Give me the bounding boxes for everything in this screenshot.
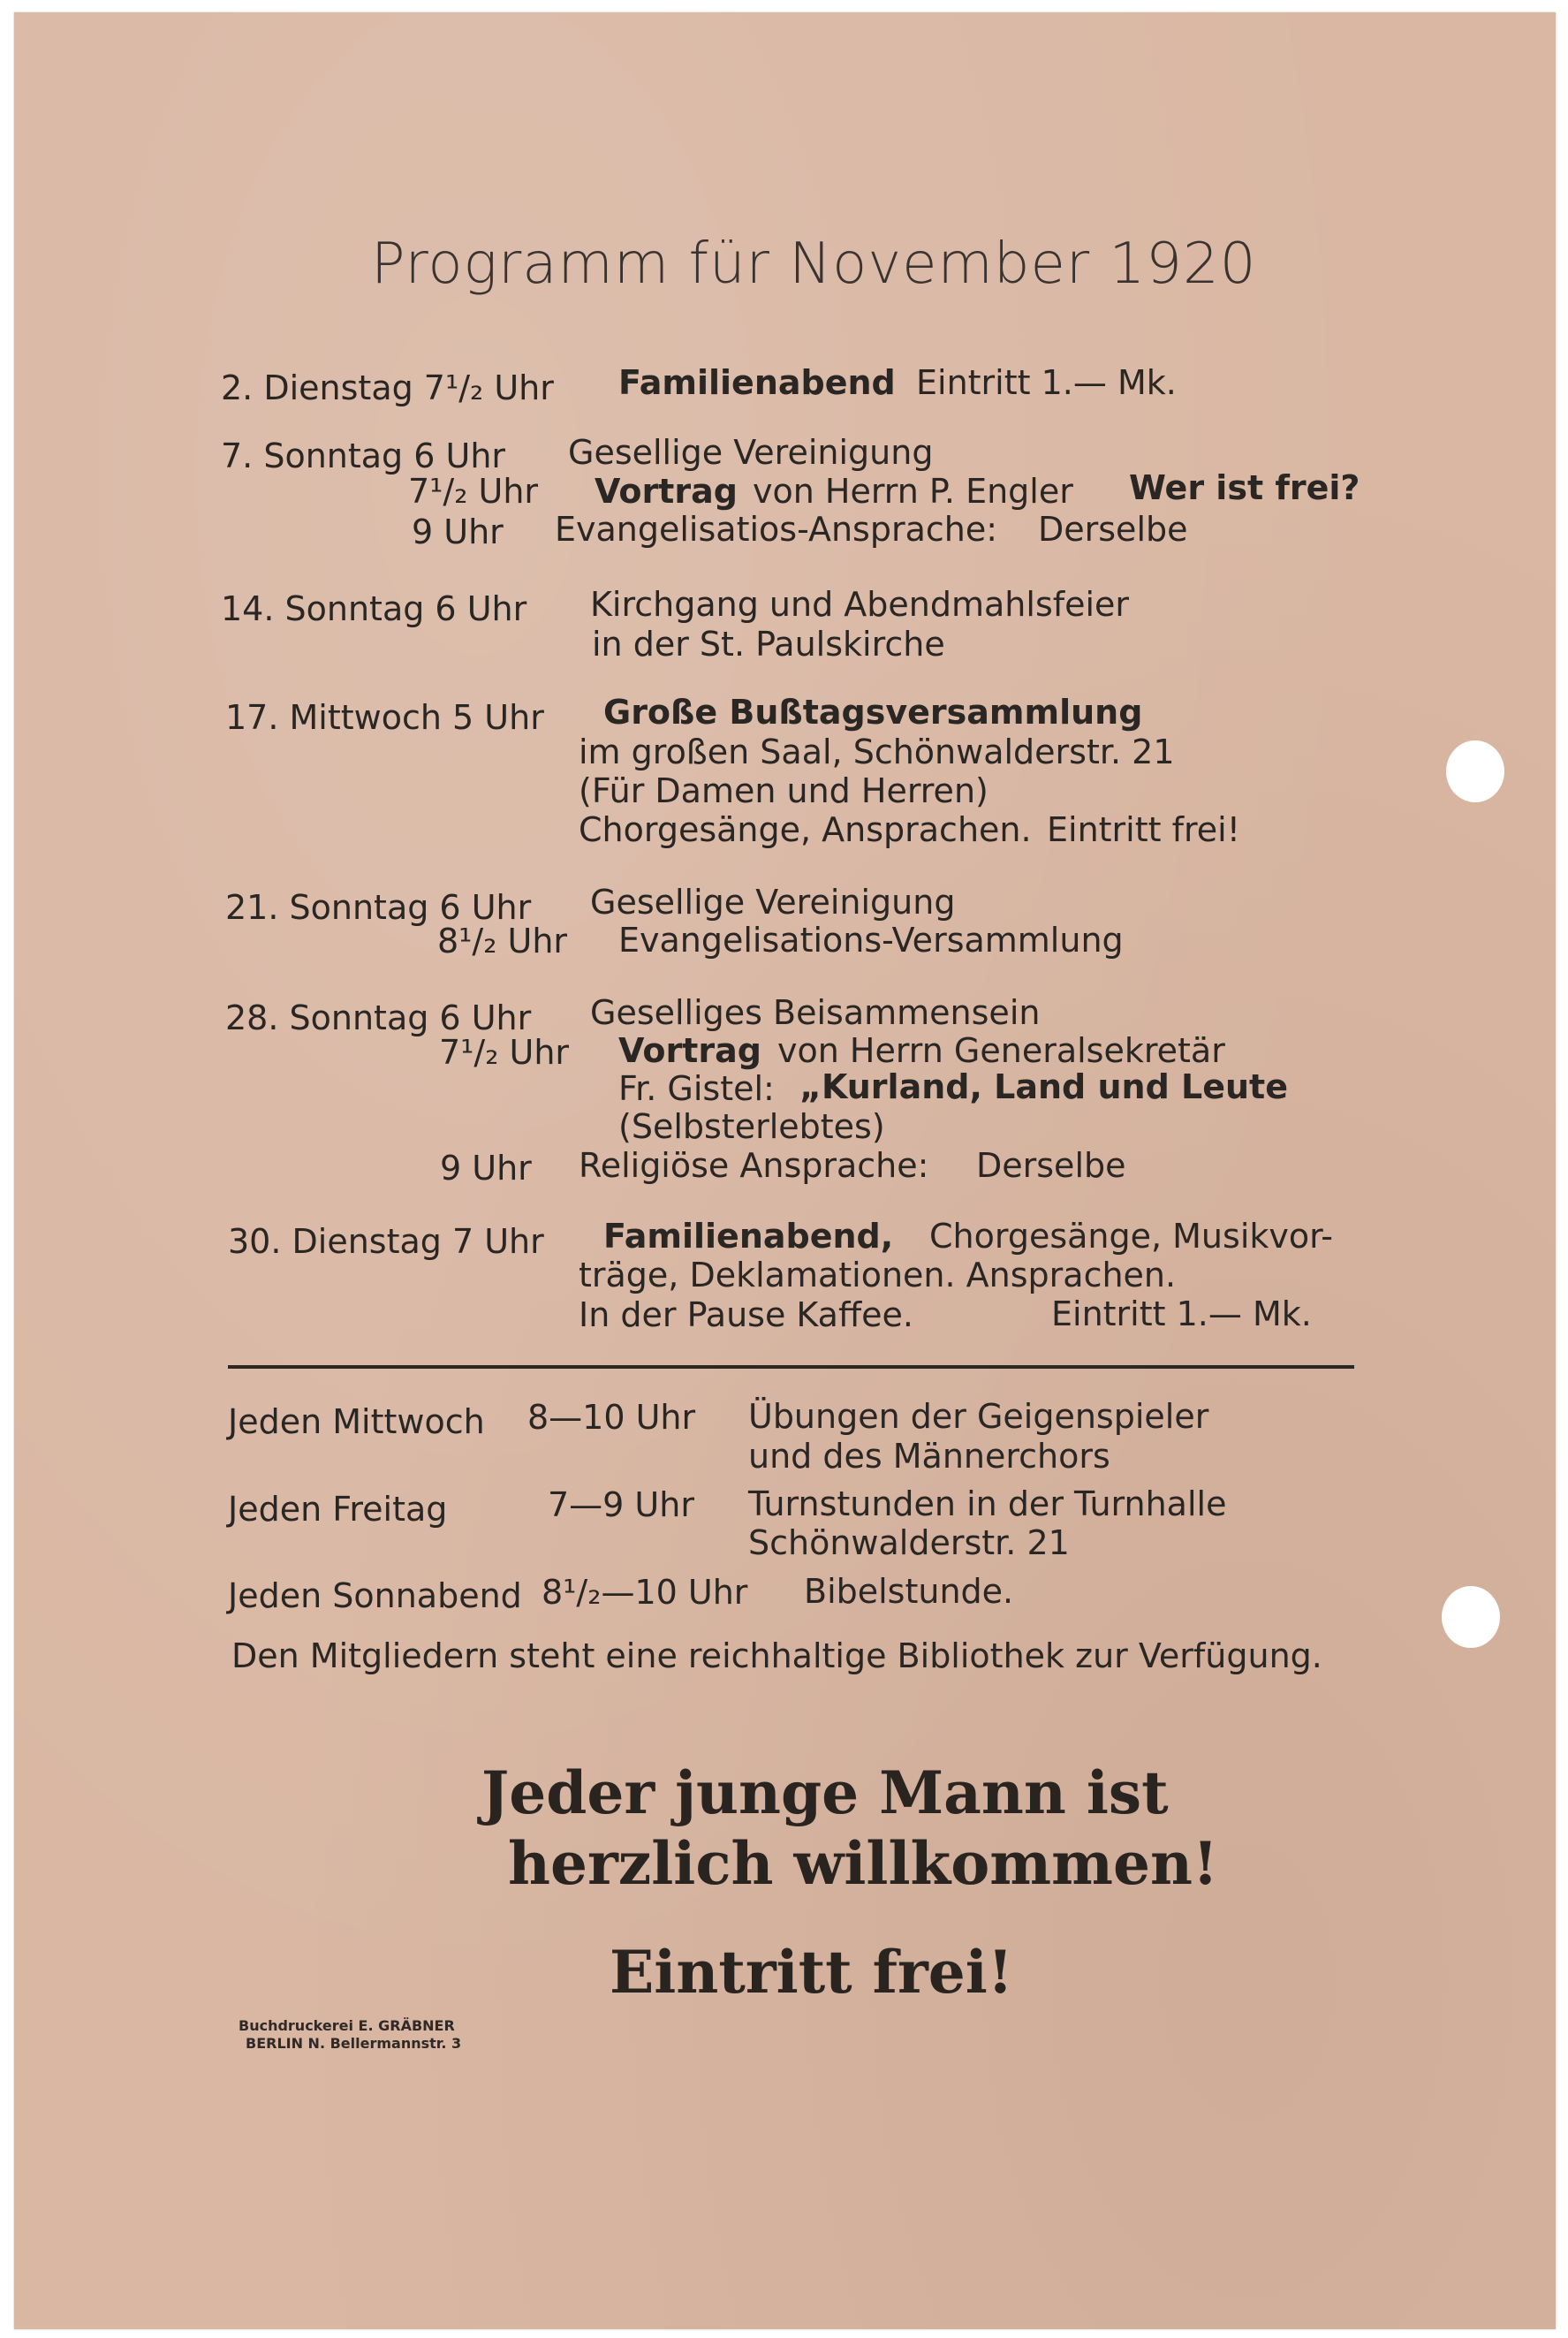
slogan-line-2: herzlich willkommen! xyxy=(508,1829,1218,1898)
event-28-speaker-name: Fr. Gistel: xyxy=(618,1069,775,1108)
printer-imprint-line-2: BERLIN N. Bellermannstr. 3 xyxy=(246,2035,462,2052)
event-21-date: 21. Sonntag 6 Uhr xyxy=(225,888,532,927)
event-28-lecture: Vortrag xyxy=(618,1031,761,1070)
weekly-friday-item-2: Schönwalderstr. 21 xyxy=(748,1523,1070,1562)
weekly-wednesday-item-2: und des Männerchors xyxy=(748,1437,1110,1476)
event-2-title: Familienabend xyxy=(618,363,896,402)
library-note: Den Mitgliedern steht eine reichhaltige Bibliothek zur Verfügung. xyxy=(231,1636,1322,1675)
event-7-item-1: Gesellige Vereinigung xyxy=(568,433,934,472)
punch-hole-top xyxy=(1446,740,1504,802)
event-7-item-3-speaker: Derselbe xyxy=(1038,510,1188,549)
event-2-entry: Eintritt 1.— Mk. xyxy=(916,363,1177,402)
printer-imprint-line-1: Buchdruckerei E. GRÄBNER xyxy=(239,2017,455,2034)
event-2-date: 2. Dienstag 7¹/₂ Uhr xyxy=(221,368,554,407)
event-7-time-2: 7¹/₂ Uhr xyxy=(408,472,539,511)
weekly-wednesday-day: Jeden Mittwoch xyxy=(228,1402,485,1441)
event-17-location: im großen Saal, Schönwalderstr. 21 xyxy=(579,733,1175,771)
event-30-program-1: Chorgesänge, Musikvor- xyxy=(929,1217,1334,1256)
page-title: Programm für November 1920 xyxy=(371,232,1257,297)
event-7-speaker: von Herrn P. Engler xyxy=(753,472,1073,511)
event-17-entry: Eintritt frei! xyxy=(1047,810,1240,849)
event-30-title: Familienabend, xyxy=(603,1217,894,1256)
section-divider xyxy=(228,1365,1354,1369)
weekly-wednesday-time: 8—10 Uhr xyxy=(527,1398,696,1437)
event-30-date: 30. Dienstag 7 Uhr xyxy=(228,1222,544,1261)
event-21-item-2: Evangelisations-Versammlung xyxy=(618,921,1124,960)
event-30-entry: Eintritt 1.— Mk. xyxy=(1051,1294,1312,1333)
punch-hole-bottom xyxy=(1442,1586,1500,1648)
event-28-item-3: Religiöse Ansprache: xyxy=(579,1146,929,1185)
event-7-date: 7. Sonntag 6 Uhr xyxy=(221,436,506,475)
event-28-date: 28. Sonntag 6 Uhr xyxy=(225,998,532,1037)
event-7-time-3: 9 Uhr xyxy=(412,512,504,551)
event-7-lecture: Vortrag xyxy=(595,472,738,511)
event-17-audience: (Für Damen und Herren) xyxy=(579,771,989,810)
event-21-time-2: 8¹/₂ Uhr xyxy=(437,922,568,960)
weekly-friday-day: Jeden Freitag xyxy=(228,1490,448,1529)
event-30-program-2: träge, Deklamationen. Ansprachen. xyxy=(579,1256,1177,1294)
weekly-wednesday-item-1: Übungen der Geigenspieler xyxy=(748,1397,1209,1436)
event-28-time-3: 9 Uhr xyxy=(440,1149,532,1188)
event-30-pause: In der Pause Kaffee. xyxy=(579,1295,913,1334)
slogan-line-3: Eintritt frei! xyxy=(610,1938,1013,2007)
event-28-note: (Selbsterlebtes) xyxy=(618,1107,885,1146)
event-28-speaker: von Herrn Generalsekretär xyxy=(777,1031,1225,1070)
weekly-friday-time: 7—9 Uhr xyxy=(548,1485,694,1524)
event-21-item-1: Gesellige Vereinigung xyxy=(590,883,956,922)
weekly-friday-item-1: Turnstunden in der Turnhalle xyxy=(748,1484,1227,1523)
event-14-item-1: Kirchgang und Abendmahlsfeier xyxy=(590,585,1130,624)
weekly-saturday-time: 8¹/₂—10 Uhr xyxy=(542,1573,748,1612)
event-17-date: 17. Mittwoch 5 Uhr xyxy=(225,698,544,737)
event-28-time-2: 7¹/₂ Uhr xyxy=(439,1033,570,1072)
event-28-item-1: Geselliges Beisammensein xyxy=(590,993,1041,1032)
slogan-line-1: Jeder junge Mann ist xyxy=(481,1758,1169,1827)
weekly-saturday-item: Bibelstunde. xyxy=(804,1572,1014,1611)
event-14-date: 14. Sonntag 6 Uhr xyxy=(221,589,527,628)
event-7-topic: Wer ist frei? xyxy=(1129,468,1360,507)
event-17-program: Chorgesänge, Ansprachen. xyxy=(579,810,1032,849)
event-28-topic: „Kurland, Land und Leute xyxy=(799,1067,1288,1106)
weekly-saturday-day: Jeden Sonnabend xyxy=(228,1576,522,1615)
event-7-item-3: Evangelisatios-Ansprache: xyxy=(555,510,998,549)
event-28-item-3-speaker: Derselbe xyxy=(976,1146,1126,1185)
event-17-title: Große Bußtagsversammlung xyxy=(603,693,1143,732)
event-14-item-2: in der St. Paulskirche xyxy=(592,625,945,664)
